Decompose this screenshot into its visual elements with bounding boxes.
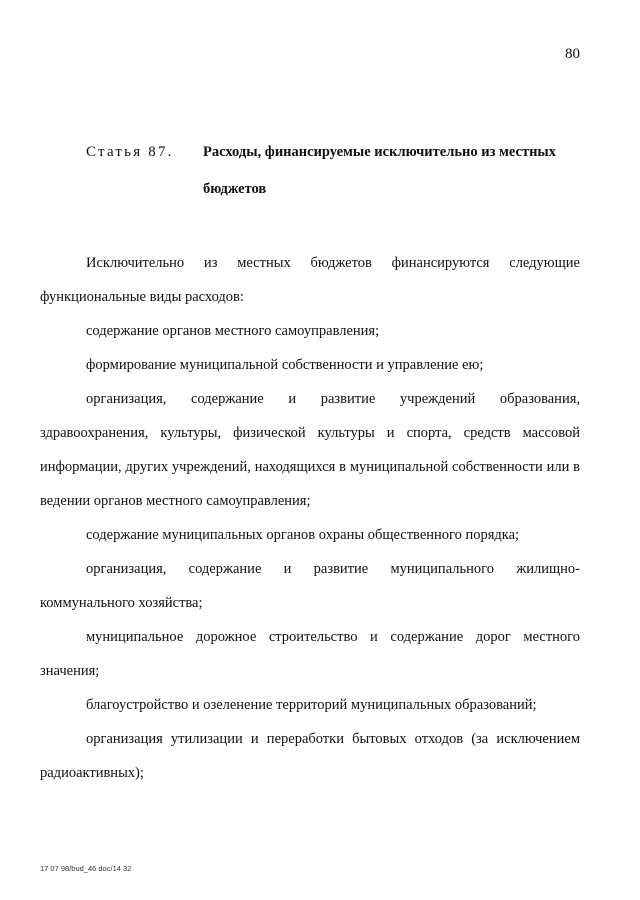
paragraph-item: содержание органов местного самоуправления; [86,323,380,339]
paragraph-item: организация, содержание и развитие учреждений образования, здравоохранения, культуры, физической культуры и спорта, средств массовой информации, других учреждений, находящихся в муниципальной собственности или в ведении органов местного самоуправления; [40,391,580,509]
paragraph-item: содержание муниципальных органов охраны общественного порядка; [86,527,520,543]
article-label: Статья 87. [86,144,174,160]
article-title: Расходы, финансируемые исключительно из местных бюджетов [203,144,557,197]
paragraph-item: организация утилизации и переработки бытовых отходов (за исключением радиоактивных); [40,731,580,781]
paragraph-item: благоустройство и озеленение территорий муниципальных образований; [86,697,537,713]
article-body [40,246,580,790]
footer-file-reference: 17 07 98/bud_46 doc/14 32 [40,864,132,873]
paragraph-item: муниципальное дорожное строительство и содержание дорог местного значения; [40,629,580,679]
paragraph-item: формирование муниципальной собственности и управление ею; [86,357,484,373]
paragraph-intro: Исключительно из местных бюджетов финансируются следующие функциональные виды расходов: [40,255,580,305]
page-number: 80 [565,46,580,62]
paragraph-item: организация, содержание и развитие муниципального жилищно-коммунального хозяйства; [40,561,580,611]
